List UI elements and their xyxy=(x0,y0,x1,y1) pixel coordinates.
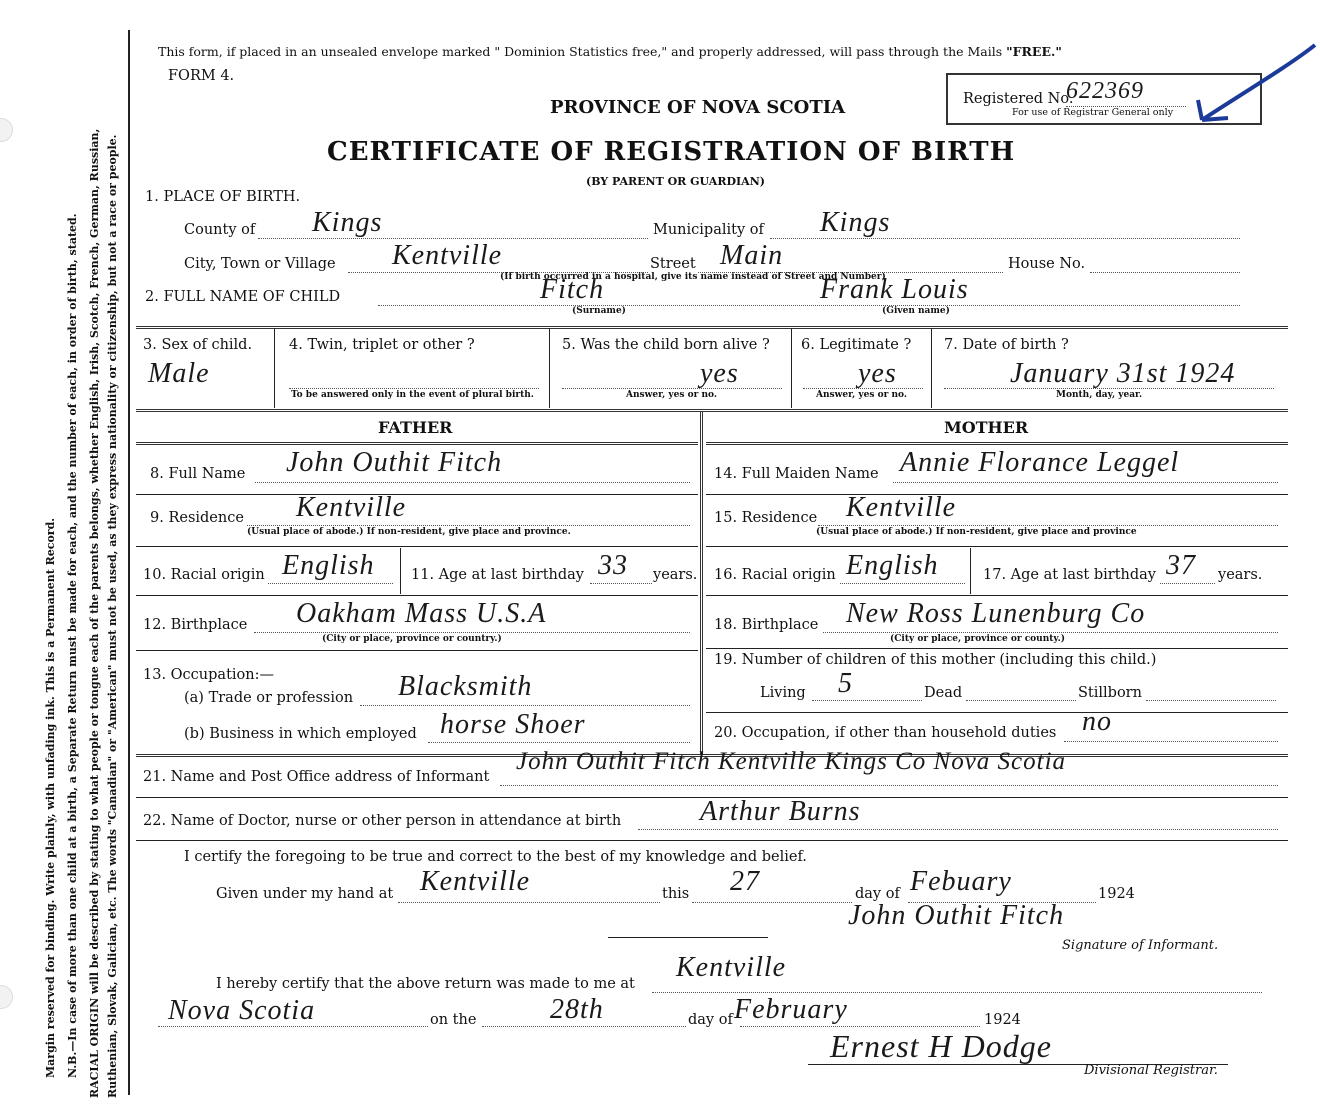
legitimate-answer-note: Answer, yes or no. xyxy=(816,390,907,400)
registrar-signature: Ernest H Dodge xyxy=(830,1028,1052,1064)
living-value: 5 xyxy=(838,668,853,699)
mother-name-label: 14. Full Maiden Name xyxy=(714,466,879,482)
margin-rule xyxy=(128,30,130,1095)
mother-race-value: English xyxy=(846,550,939,581)
registered-number: 622369 xyxy=(1066,78,1144,104)
father-birthplace-value: Oakham Mass U.S.A xyxy=(296,598,547,629)
father-years-label: years. xyxy=(653,567,698,583)
certify-this-label: this xyxy=(662,886,690,902)
sex-label: 3. Sex of child. xyxy=(143,337,253,353)
mail-notice: This form, if placed in an unsealed envelope marked " Dominion Statistics free," and properly addressed, will pass through the Mails "FREE." xyxy=(158,44,1062,59)
children-count-label: 19. Number of children of this mother (including this child.) xyxy=(714,652,1157,668)
registrar-year: 1924 xyxy=(984,1012,1021,1028)
business-value: horse Shoer xyxy=(440,709,586,740)
father-race-value: English xyxy=(282,550,375,581)
child-given-name: Frank Louis xyxy=(820,274,969,305)
province-heading: PROVINCE OF NOVA SCOTIA xyxy=(550,97,846,118)
mother-heading: MOTHER xyxy=(944,418,1029,437)
father-name-label: 8. Full Name xyxy=(150,466,246,482)
informant-value: John Outhit Fitch Kentville Kings Co Nova Scotia xyxy=(516,748,1067,775)
mother-occupation-label: 20. Occupation, if other than household duties xyxy=(714,725,1057,741)
mother-residence-value: Kentville xyxy=(846,492,957,523)
father-birthplace-note: (City or place, province or country.) xyxy=(322,634,502,644)
form-number: FORM 4. xyxy=(168,68,235,84)
dead-label: Dead xyxy=(924,685,963,701)
mother-race-label: 16. Racial origin xyxy=(714,567,836,583)
registrar-month: February xyxy=(734,994,848,1025)
dob-label: 7. Date of birth ? xyxy=(944,337,1069,353)
registrar-place-2: Nova Scotia xyxy=(168,995,316,1026)
certify-year: 1924 xyxy=(1098,886,1135,902)
certify-month: Febuary xyxy=(910,866,1012,897)
house-label: House No. xyxy=(1008,256,1086,272)
registrar-statement: I hereby certify that the above return was made to me at xyxy=(216,976,635,992)
margin-binding-note: Margin reserved for binding. Write plainly, with unfading ink. This is a Permanent Record. xyxy=(44,517,57,1078)
margin-racial-origin-note: RACIAL ORIGIN will be described by stating to what people or tongue each of the parents belongs, whether English, Irish, Scotch, French, German, Russian, xyxy=(88,128,101,1098)
given-under-label: Given under my hand at xyxy=(216,886,394,902)
given-name-caption: (Given name) xyxy=(882,306,950,316)
alive-label: 5. Was the child born alive ? xyxy=(562,337,770,353)
binding-hole-bottom xyxy=(0,985,13,1009)
child-surname: Fitch xyxy=(540,274,605,305)
trade-label: (a) Trade or profession xyxy=(184,690,354,706)
certify-statement: I certify the foregoing to be true and correct to the best of my knowledge and belief. xyxy=(184,849,807,865)
dob-value: January 31st 1924 xyxy=(1010,358,1236,389)
stillborn-label: Stillborn xyxy=(1078,685,1142,701)
arrow-mark xyxy=(1180,40,1320,160)
informant-signature-caption: Signature of Informant. xyxy=(1062,938,1219,953)
certify-dayof-label: day of xyxy=(855,886,900,902)
father-age-label: 11. Age at last birthday xyxy=(411,567,584,583)
county-label: County of xyxy=(184,222,256,238)
father-abode-note: (Usual place of abode.) If non-resident, give place and province. xyxy=(247,527,571,537)
registered-note: For use of Registrar General only xyxy=(1012,107,1174,118)
mother-birthplace-note: (City or place, province or county.) xyxy=(890,634,1066,644)
margin-nb-note: N.B.—In case of more than one child at a birth, a Separate Return must be made for each, and the number of each, in order of birth, stated. xyxy=(66,213,79,1078)
registered-label: Registered No. xyxy=(963,91,1074,107)
margin-racial-origin-note-2: Ruthenian, Slovak, Galician, etc. The words "Canadian" or "American" must not be used, as they express nationality or citizenship, but not a race or people. xyxy=(106,134,119,1098)
father-birthplace-label: 12. Birthplace xyxy=(143,617,248,633)
living-label: Living xyxy=(760,685,806,701)
place-of-birth-label: 1. PLACE OF BIRTH. xyxy=(145,189,301,205)
mother-birthplace-label: 18. Birthplace xyxy=(714,617,819,633)
binding-hole-top xyxy=(0,118,13,142)
mother-age-label: 17. Age at last birthday xyxy=(983,567,1156,583)
father-heading: FATHER xyxy=(378,418,453,437)
child-name-label: 2. FULL NAME OF CHILD xyxy=(145,289,341,305)
registrar-day: 28th xyxy=(550,994,604,1025)
legitimate-label: 6. Legitimate ? xyxy=(801,337,912,353)
surname-caption: (Surname) xyxy=(572,306,626,316)
mother-occupation-value: no xyxy=(1082,706,1112,737)
alive-value: yes xyxy=(700,358,739,389)
business-label: (b) Business in which employed xyxy=(184,726,417,742)
twin-note: To be answered only in the event of plural birth. xyxy=(291,390,534,400)
registrar-place: Kentville xyxy=(676,952,787,983)
city-label: City, Town or Village xyxy=(184,256,336,272)
alive-answer-note: Answer, yes or no. xyxy=(626,390,717,400)
street-label: Street xyxy=(650,256,696,272)
registrar-caption: Divisional Registrar. xyxy=(1084,1063,1218,1078)
father-residence-value: Kentville xyxy=(296,492,407,523)
twin-label: 4. Twin, triplet or other ? xyxy=(289,337,475,353)
certify-place: Kentville xyxy=(420,866,531,897)
father-residence-label: 9. Residence xyxy=(150,510,244,526)
municipality-value: Kings xyxy=(820,207,891,238)
hospital-note: (If birth occurred in a hospital, give its name instead of Street and Number) xyxy=(500,272,886,282)
father-occupation-label: 13. Occupation:— xyxy=(143,667,274,683)
city-value: Kentville xyxy=(392,240,503,271)
father-race-label: 10. Racial origin xyxy=(143,567,265,583)
trade-value: Blacksmith xyxy=(398,671,533,702)
dob-note: Month, day, year. xyxy=(1056,390,1143,400)
county-value: Kings xyxy=(312,207,383,238)
registrar-dayof-label: day of xyxy=(688,1012,733,1028)
father-age-value: 33 xyxy=(598,550,628,581)
mother-residence-label: 15. Residence xyxy=(714,510,818,526)
informant-label: 21. Name and Post Office address of Informant xyxy=(143,769,490,785)
doctor-label: 22. Name of Doctor, nurse or other person in attendance at birth xyxy=(143,813,622,829)
mother-birthplace-value: New Ross Lunenburg Co xyxy=(846,598,1146,629)
municipality-label: Municipality of xyxy=(653,222,764,238)
sex-value: Male xyxy=(148,358,210,389)
doctor-value: Arthur Burns xyxy=(700,796,861,827)
certify-day: 27 xyxy=(730,866,760,897)
street-value: Main xyxy=(720,240,784,271)
mother-name-value: Annie Florance Leggel xyxy=(900,447,1180,478)
mother-age-value: 37 xyxy=(1166,550,1196,581)
father-name-value: John Outhit Fitch xyxy=(286,447,503,478)
certificate-subtitle: (BY PARENT OR GUARDIAN) xyxy=(586,175,765,188)
certificate-title: CERTIFICATE OF REGISTRATION OF BIRTH xyxy=(327,137,1016,167)
registrar-on-label: on the xyxy=(430,1012,477,1028)
legitimate-value: yes xyxy=(858,358,897,389)
mother-years-label: years. xyxy=(1218,567,1263,583)
mother-abode-note: (Usual place of abode.) If non-resident, give place and province xyxy=(816,527,1137,537)
informant-signature: John Outhit Fitch xyxy=(848,900,1065,931)
